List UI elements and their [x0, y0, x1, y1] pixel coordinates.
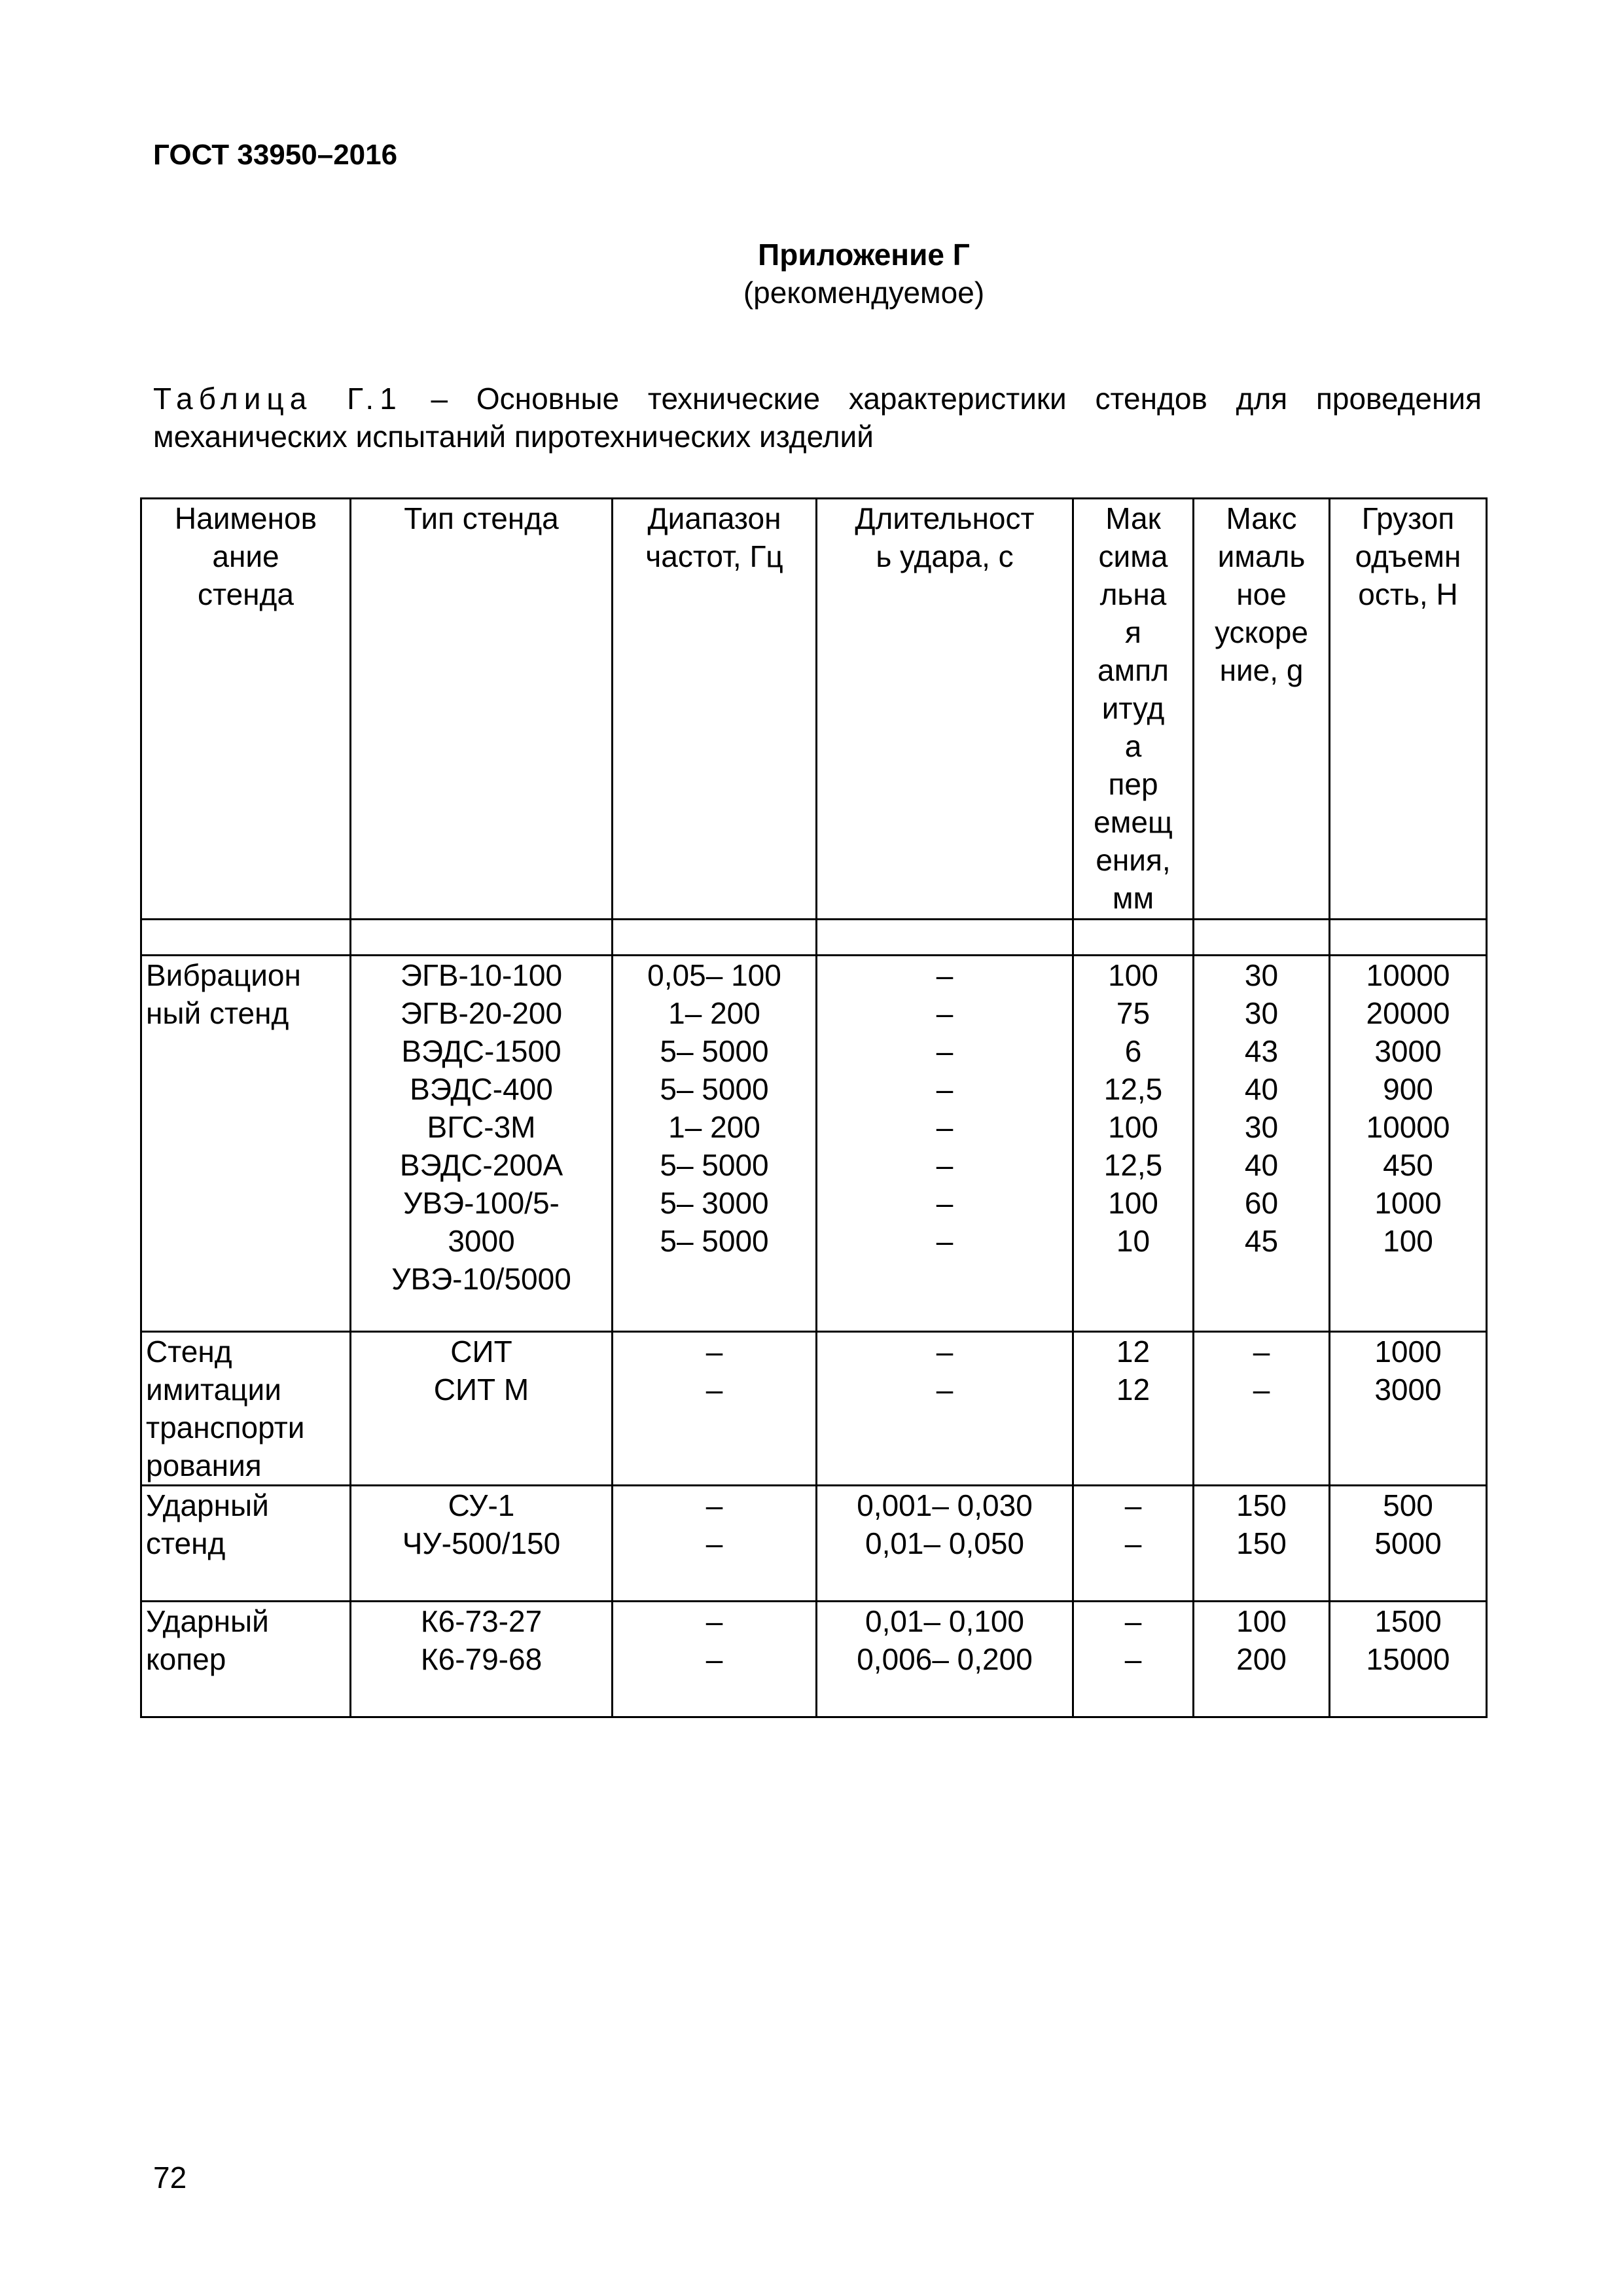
cell-value: 3000: [1374, 1372, 1442, 1407]
duration-cell: [817, 1486, 1073, 1602]
cell-value: 150: [1236, 1526, 1287, 1560]
cell-value: –: [705, 1372, 723, 1407]
cell-value: 45: [1244, 1224, 1279, 1258]
header-line: одъемн: [1355, 539, 1461, 573]
document-code: ГОСТ 33950–2016: [153, 139, 398, 171]
cell-value: стенд: [146, 1526, 226, 1560]
acceleration-cell: [1194, 1486, 1330, 1602]
load-cell: [1330, 1486, 1487, 1602]
cell-value: Стенд: [146, 1335, 232, 1369]
cell-value: ЭГВ-20-200: [400, 996, 563, 1030]
cell-value: –: [705, 1335, 723, 1369]
header-line: мм: [1112, 881, 1154, 915]
header-line: Мак: [1105, 501, 1161, 535]
cell-value: 30: [1244, 958, 1279, 992]
cell-value: 3000: [448, 1224, 515, 1258]
cell-value: 0,01– 0,050: [865, 1526, 1024, 1560]
table-header-row: [141, 499, 1487, 920]
spacer-cell: [1073, 920, 1194, 956]
cell-value: ный стенд: [146, 996, 289, 1030]
cell-value: УВЭ-100/5-: [403, 1186, 560, 1220]
cell-value: 3000: [1374, 1034, 1442, 1068]
load-cell: [1330, 1332, 1487, 1486]
cell-value: СИТ: [450, 1335, 512, 1369]
cell-value: 60: [1244, 1186, 1279, 1220]
stand-name-cell: [141, 1486, 351, 1602]
cell-value: 150: [1236, 1488, 1287, 1522]
cell-value: 1000: [1374, 1335, 1442, 1369]
table-row: [141, 1332, 1487, 1486]
cell-value: –: [1253, 1335, 1270, 1369]
cell-value: –: [936, 1072, 954, 1106]
header-cell: [1330, 499, 1487, 920]
appendix-note: (рекомендуемое): [743, 276, 985, 310]
spacer-cell: [1194, 920, 1330, 956]
cell-value: –: [1124, 1642, 1142, 1676]
cell-value: 5– 5000: [660, 1148, 769, 1182]
header-cell: [613, 499, 817, 920]
specs-table: [140, 497, 1488, 1718]
cell-value: –: [1124, 1604, 1142, 1638]
cell-value: 100: [1108, 1186, 1158, 1220]
header-line: емещ: [1094, 805, 1173, 839]
cell-value: 1– 200: [668, 996, 760, 1030]
table-row: [141, 1602, 1487, 1717]
cell-value: СИТ М: [433, 1372, 529, 1407]
cell-value: УВЭ-10/5000: [391, 1262, 571, 1296]
duration-cell: [817, 1332, 1073, 1486]
cell-value: –: [936, 958, 954, 992]
cell-value: 12,5: [1103, 1072, 1163, 1106]
header-line: Макс: [1226, 501, 1297, 535]
stand-name-cell: [141, 956, 351, 1332]
header-line: льна: [1099, 577, 1167, 611]
stand-name-cell: [141, 1332, 351, 1486]
load-cell: [1330, 956, 1487, 1332]
cell-value: 900: [1383, 1072, 1433, 1106]
spacer-cell: [1330, 920, 1487, 956]
cell-value: 75: [1116, 996, 1150, 1030]
header-line: Длительност: [855, 501, 1035, 535]
header-line: пер: [1108, 767, 1158, 801]
header-line: ние, g: [1219, 653, 1304, 687]
table-caption-prefix: Таблица Г.1: [153, 382, 402, 416]
cell-value: –: [936, 1335, 954, 1369]
cell-value: копер: [146, 1642, 226, 1676]
header-line: Наименов: [174, 501, 317, 535]
cell-value: 12,5: [1103, 1148, 1163, 1182]
cell-value: 100: [1236, 1604, 1287, 1638]
header-line: стенда: [198, 577, 294, 611]
cell-value: –: [705, 1642, 723, 1676]
cell-value: –: [705, 1488, 723, 1522]
cell-value: 1500: [1374, 1604, 1442, 1638]
header-line: итуд: [1101, 691, 1165, 725]
stand-type-cell: [351, 1332, 613, 1486]
header-line: ималь: [1217, 539, 1306, 573]
cell-value: 10: [1116, 1224, 1150, 1258]
header-line: я: [1125, 615, 1141, 649]
cell-value: транспорти: [146, 1410, 305, 1444]
duration-cell: [817, 1602, 1073, 1717]
cell-value: –: [936, 1034, 954, 1068]
header-line: ость, Н: [1358, 577, 1458, 611]
cell-value: Ударный: [146, 1488, 269, 1522]
frequency-cell: [613, 1332, 817, 1486]
header-line: частот, Гц: [645, 539, 783, 573]
cell-value: имитации: [146, 1372, 281, 1407]
cell-value: 100: [1383, 1224, 1433, 1258]
cell-value: рования: [146, 1448, 262, 1482]
header-line: ное: [1236, 577, 1287, 611]
cell-value: 0,01– 0,100: [865, 1604, 1024, 1638]
cell-value: 0,05– 100: [647, 958, 781, 992]
header-line: ения,: [1096, 843, 1171, 877]
amplitude-cell: [1073, 1602, 1194, 1717]
header-cell: [141, 499, 351, 920]
cell-value: 40: [1244, 1148, 1279, 1182]
cell-value: 5– 5000: [660, 1072, 769, 1106]
appendix-title: Приложение Г: [758, 238, 970, 272]
header-line: а: [1124, 729, 1142, 763]
cell-value: 0,006– 0,200: [857, 1642, 1033, 1676]
cell-value: Вибрацион: [146, 958, 301, 992]
cell-value: –: [936, 1372, 954, 1407]
cell-value: ЭГВ-10-100: [400, 958, 563, 992]
cell-value: 12: [1116, 1372, 1150, 1407]
cell-value: 5000: [1374, 1526, 1442, 1560]
cell-value: 10000: [1366, 1110, 1450, 1144]
cell-value: 1000: [1374, 1186, 1442, 1220]
cell-value: –: [705, 1604, 723, 1638]
cell-value: 5– 3000: [660, 1186, 769, 1220]
amplitude-cell: [1073, 956, 1194, 1332]
cell-value: –: [936, 1110, 954, 1144]
amplitude-cell: [1073, 1486, 1194, 1602]
header-line: ь удара, с: [876, 539, 1014, 573]
duration-cell: [817, 956, 1073, 1332]
cell-value: ЧУ-500/150: [402, 1526, 561, 1560]
header-line: ампл: [1097, 653, 1169, 687]
cell-value: 0,001– 0,030: [857, 1488, 1033, 1522]
table-caption: [153, 380, 1482, 456]
cell-value: 12: [1116, 1335, 1150, 1369]
acceleration-cell: [1194, 956, 1330, 1332]
spacer-cell: [141, 920, 351, 956]
header-line: Тип стенда: [404, 501, 559, 535]
cell-value: –: [1253, 1372, 1270, 1407]
amplitude-cell: [1073, 1332, 1194, 1486]
page-number: 72: [153, 2161, 187, 2195]
cell-value: ВЭДС-1500: [401, 1034, 562, 1068]
stand-type-cell: [351, 1602, 613, 1717]
stand-type-cell: [351, 1486, 613, 1602]
cell-value: –: [1124, 1526, 1142, 1560]
spacer-cell: [351, 920, 613, 956]
frequency-cell: [613, 1486, 817, 1602]
load-cell: [1330, 1602, 1487, 1717]
header-cell: [1194, 499, 1330, 920]
cell-value: –: [936, 996, 954, 1030]
header-line: Грузоп: [1361, 501, 1455, 535]
frequency-cell: [613, 956, 817, 1332]
cell-value: 6: [1124, 1034, 1142, 1068]
appendix-heading: [0, 236, 1623, 312]
cell-value: К6-73-27: [420, 1604, 543, 1638]
cell-value: 1– 200: [668, 1110, 760, 1144]
cell-value: 500: [1383, 1488, 1433, 1522]
cell-value: –: [1124, 1488, 1142, 1522]
cell-value: 30: [1244, 996, 1279, 1030]
header-cell: [1073, 499, 1194, 920]
cell-value: 200: [1236, 1642, 1287, 1676]
cell-value: 43: [1244, 1034, 1279, 1068]
cell-value: ВГС-3М: [427, 1110, 536, 1144]
acceleration-cell: [1194, 1332, 1330, 1486]
cell-value: 450: [1383, 1148, 1433, 1182]
cell-value: Ударный: [146, 1604, 269, 1638]
table-row: [141, 956, 1487, 1332]
header-line: Диапазон: [647, 501, 781, 535]
cell-value: 30: [1244, 1110, 1279, 1144]
cell-value: 15000: [1366, 1642, 1450, 1676]
header-line: ускоре: [1215, 615, 1308, 649]
cell-value: –: [936, 1186, 954, 1220]
cell-value: СУ-1: [448, 1488, 515, 1522]
cell-value: К6-79-68: [420, 1642, 543, 1676]
table-spacer-row: [141, 920, 1487, 956]
cell-value: 5– 5000: [660, 1224, 769, 1258]
spacer-cell: [817, 920, 1073, 956]
cell-value: 100: [1108, 1110, 1158, 1144]
acceleration-cell: [1194, 1602, 1330, 1717]
cell-value: 10000: [1366, 958, 1450, 992]
cell-value: –: [936, 1224, 954, 1258]
header-line: сима: [1098, 539, 1168, 573]
frequency-cell: [613, 1602, 817, 1717]
header-cell: [351, 499, 613, 920]
header-line: ание: [212, 539, 279, 573]
cell-value: ВЭДС-400: [410, 1072, 553, 1106]
stand-name-cell: [141, 1602, 351, 1717]
cell-value: 5– 5000: [660, 1034, 769, 1068]
table-caption-text: – Основные технические характеристики стендов для проведения механических испытаний пиротехнических изделий: [153, 382, 1482, 454]
header-cell: [817, 499, 1073, 920]
cell-value: –: [705, 1526, 723, 1560]
cell-value: –: [936, 1148, 954, 1182]
stand-type-cell: [351, 956, 613, 1332]
cell-value: 40: [1244, 1072, 1279, 1106]
cell-value: 20000: [1366, 996, 1450, 1030]
cell-value: 100: [1108, 958, 1158, 992]
table-row: [141, 1486, 1487, 1602]
spacer-cell: [613, 920, 817, 956]
cell-value: ВЭДС-200А: [399, 1148, 563, 1182]
